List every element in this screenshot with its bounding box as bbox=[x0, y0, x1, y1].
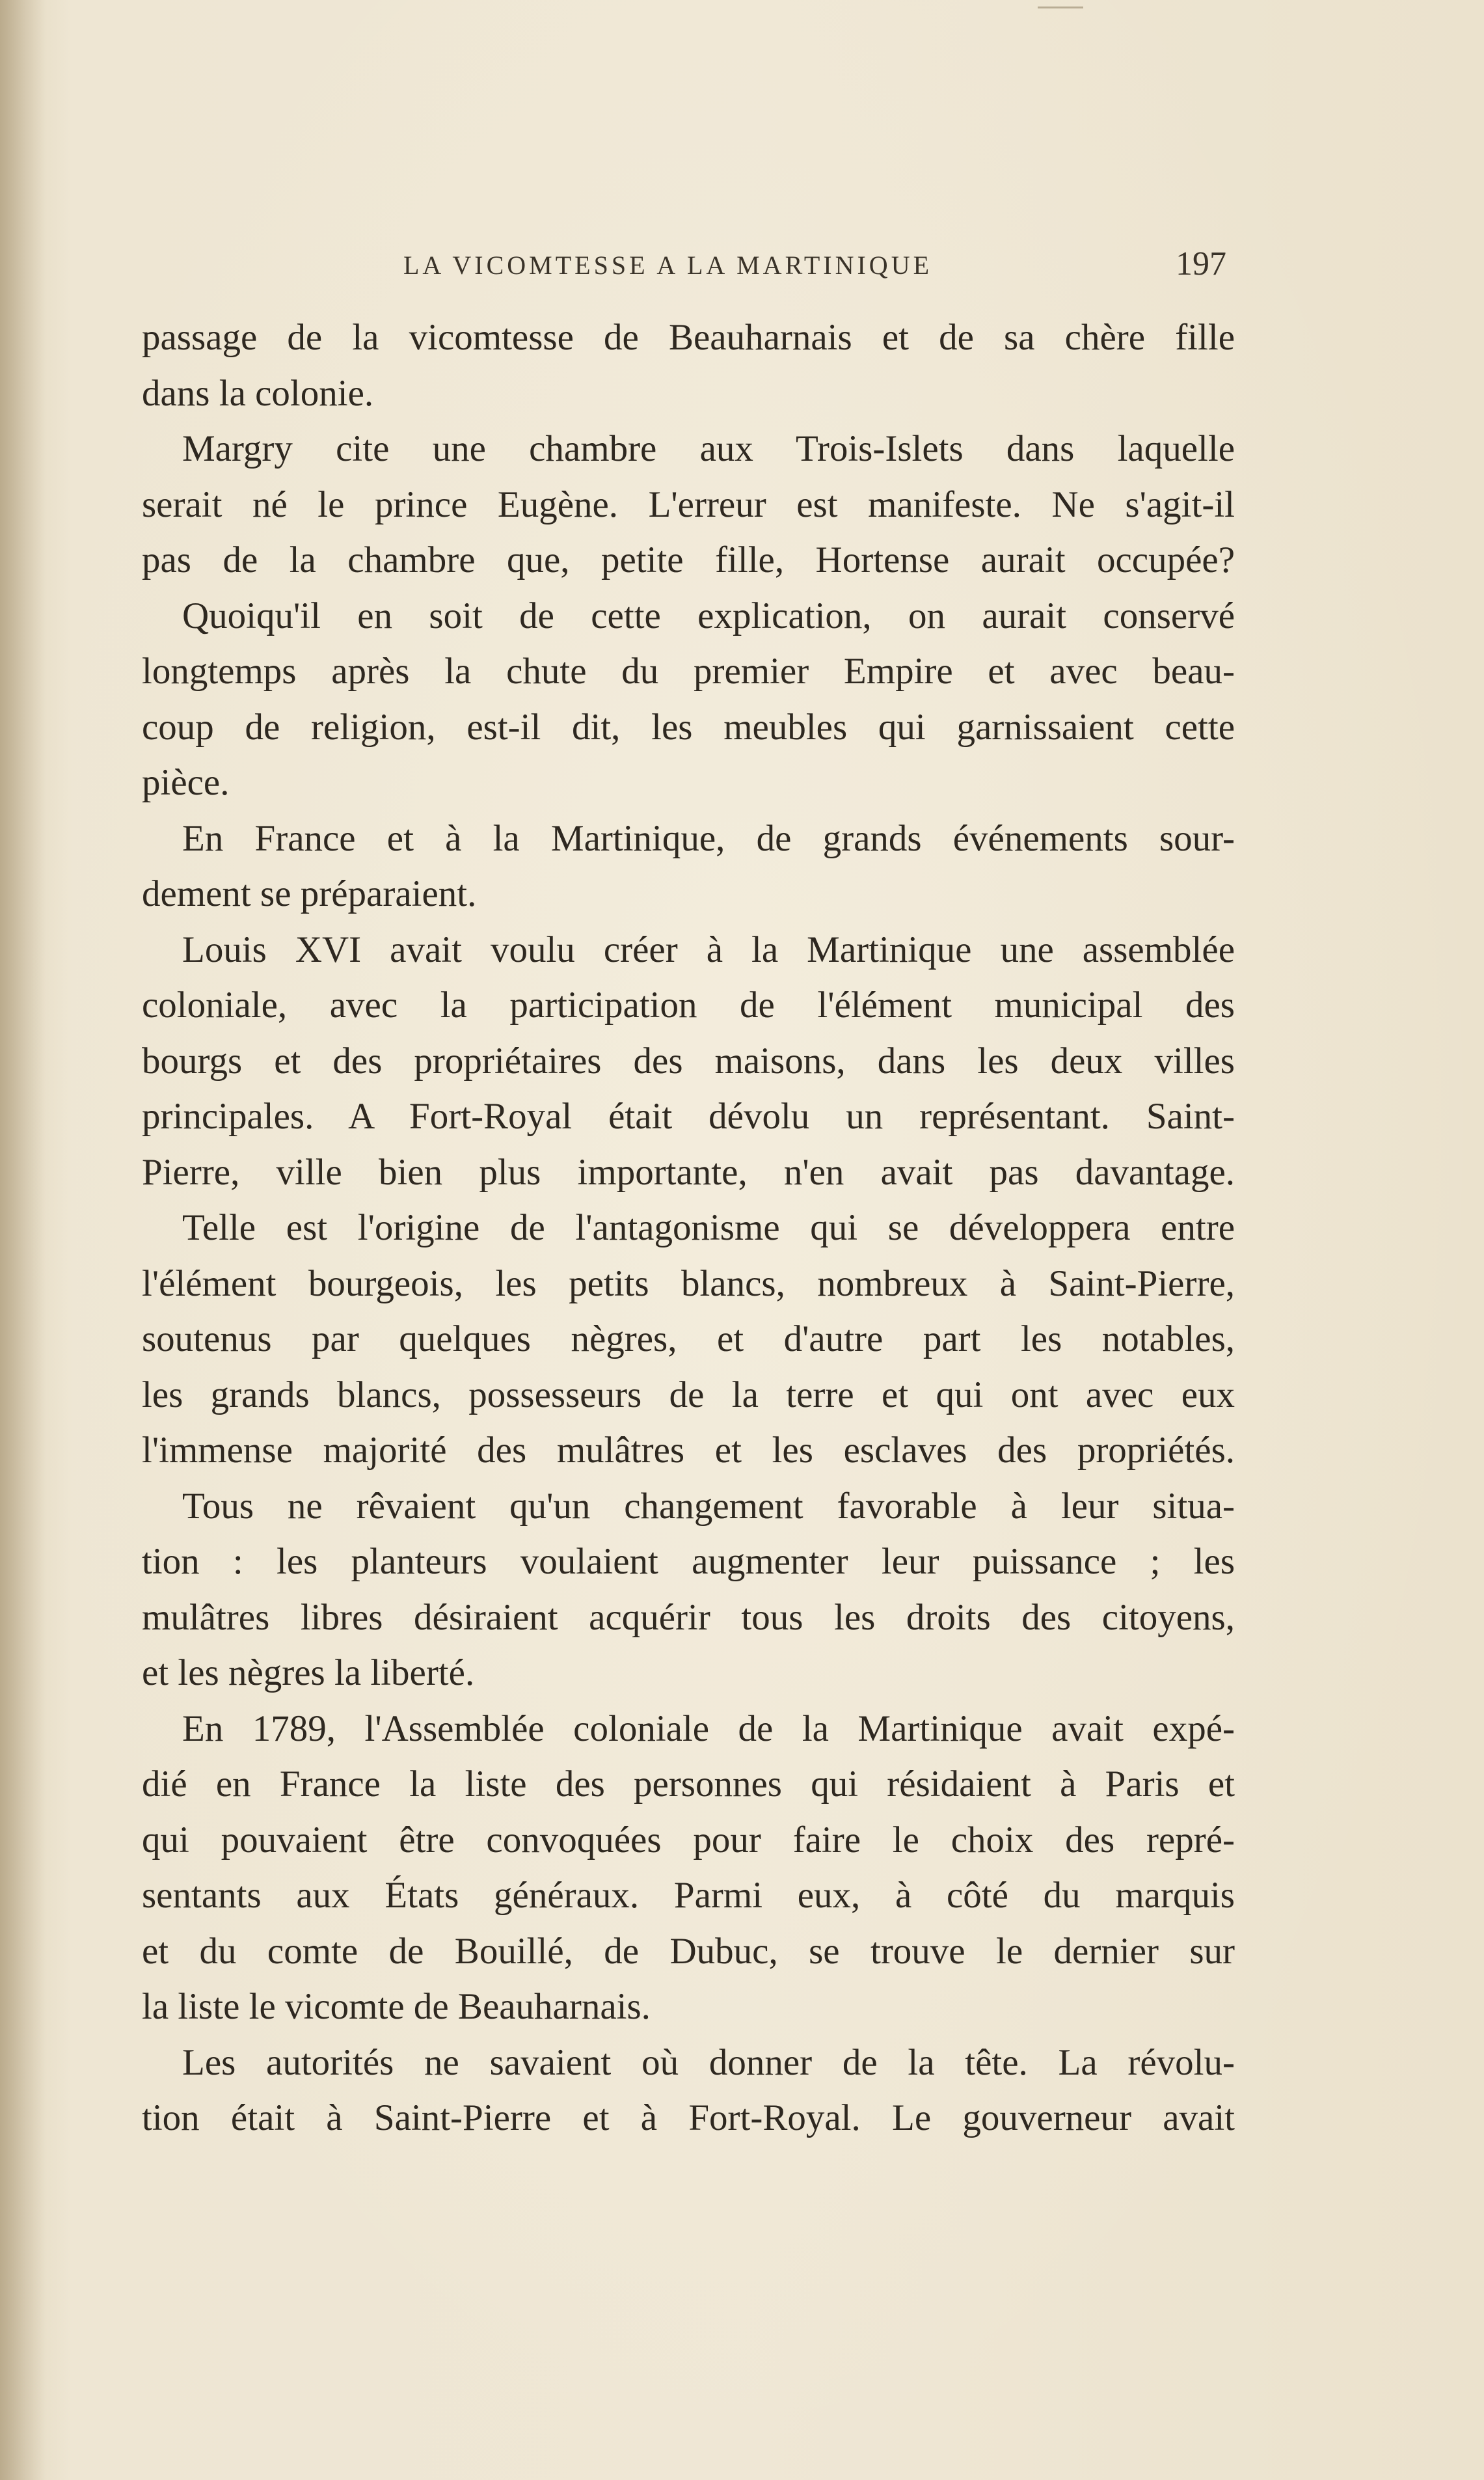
text-line: coloniale, avec la participation de l'élément municipal des bbox=[142, 985, 1235, 1026]
text-line: Les autorités ne savaient où donner de la tête. La révolu- bbox=[182, 2041, 1235, 2083]
text-line: serait né le prince Eugène. L'erreur est manifeste. Ne s'agit-il bbox=[142, 484, 1235, 525]
text-line: En France et à la Martinique, de grands événements sour- bbox=[182, 817, 1235, 859]
text-line: bourgs et des propriétaires des maisons, dans les deux villes bbox=[142, 1040, 1235, 1082]
text-line: longtemps après la chute du premier Empire et avec beau- bbox=[142, 651, 1235, 692]
text-line: Pierre, ville bien plus importante, n'en avait pas davantage. bbox=[142, 1151, 1235, 1193]
text-line: tion était à Saint-Pierre et à Fort-Royal. Le gouverneur avait bbox=[142, 2097, 1235, 2138]
text-line: l'élément bourgeois, les petits blancs, nombreux à Saint-Pierre, bbox=[142, 1262, 1235, 1304]
text-line: Margry cite une chambre aux Trois-Islets dans laquelle bbox=[182, 428, 1235, 469]
text-line: les grands blancs, possesseurs de la terre et qui ont avec eux bbox=[142, 1374, 1235, 1415]
page-number: 197 bbox=[1176, 245, 1226, 282]
text-line: principales. A Fort-Royal était dévolu un représentant. Saint- bbox=[142, 1096, 1235, 1137]
text-line: et les nègres la liberté. bbox=[142, 1652, 475, 1693]
running-title: LA VICOMTESSE A LA MARTINIQUE bbox=[403, 251, 933, 280]
text-line: Louis XVI avait voulu créer à la Martinique une assemblée bbox=[182, 929, 1235, 970]
text-line: dans la colonie. bbox=[142, 372, 374, 414]
page-gutter-shadow bbox=[0, 0, 46, 2480]
text-line: dié en France la liste des personnes qui résidaient à Paris et bbox=[142, 1764, 1235, 1805]
text-line: dement se préparaient. bbox=[142, 873, 477, 914]
text-line: tion : les planteurs voulaient augmenter leur puissance ; les bbox=[142, 1541, 1235, 1582]
body-text bbox=[142, 310, 1235, 2146]
text-line: En 1789, l'Assemblée coloniale de la Martinique avait expé- bbox=[182, 1708, 1235, 1749]
text-line: pas de la chambre que, petite fille, Hortense aurait occupée? bbox=[142, 539, 1235, 580]
text-line: pièce. bbox=[142, 762, 230, 803]
text-line: Quoiqu'il en soit de cette explication, on aurait conservé bbox=[182, 595, 1235, 636]
text-line: coup de religion, est-il dit, les meubles qui garnissaient cette bbox=[142, 706, 1235, 748]
text-line: Tous ne rêvaient qu'un changement favorable à leur situa- bbox=[182, 1485, 1235, 1527]
text-line: passage de la vicomtesse de Beauharnais et de sa chère fille bbox=[142, 317, 1235, 358]
top-edge-mark bbox=[1038, 7, 1083, 8]
text-line: qui pouvaient être convoquées pour faire le choix des repré- bbox=[142, 1819, 1235, 1860]
text-line: mulâtres libres désiraient acquérir tous les droits des citoyens, bbox=[142, 1596, 1235, 1638]
text-line: sentants aux États généraux. Parmi eux, à côté du marquis bbox=[142, 1875, 1235, 1916]
text-line: l'immense majorité des mulâtres et les esclaves des propriétés. bbox=[142, 1430, 1235, 1471]
text-line: soutenus par quelques nègres, et d'autre part les notables, bbox=[142, 1318, 1235, 1359]
text-line: et du comte de Bouillé, de Dubuc, se trouve le dernier sur bbox=[142, 1930, 1235, 1972]
text-line: la liste le vicomte de Beauharnais. bbox=[142, 1986, 651, 2027]
text-line: Telle est l'origine de l'antagonisme qui se développera entre bbox=[182, 1207, 1235, 1248]
